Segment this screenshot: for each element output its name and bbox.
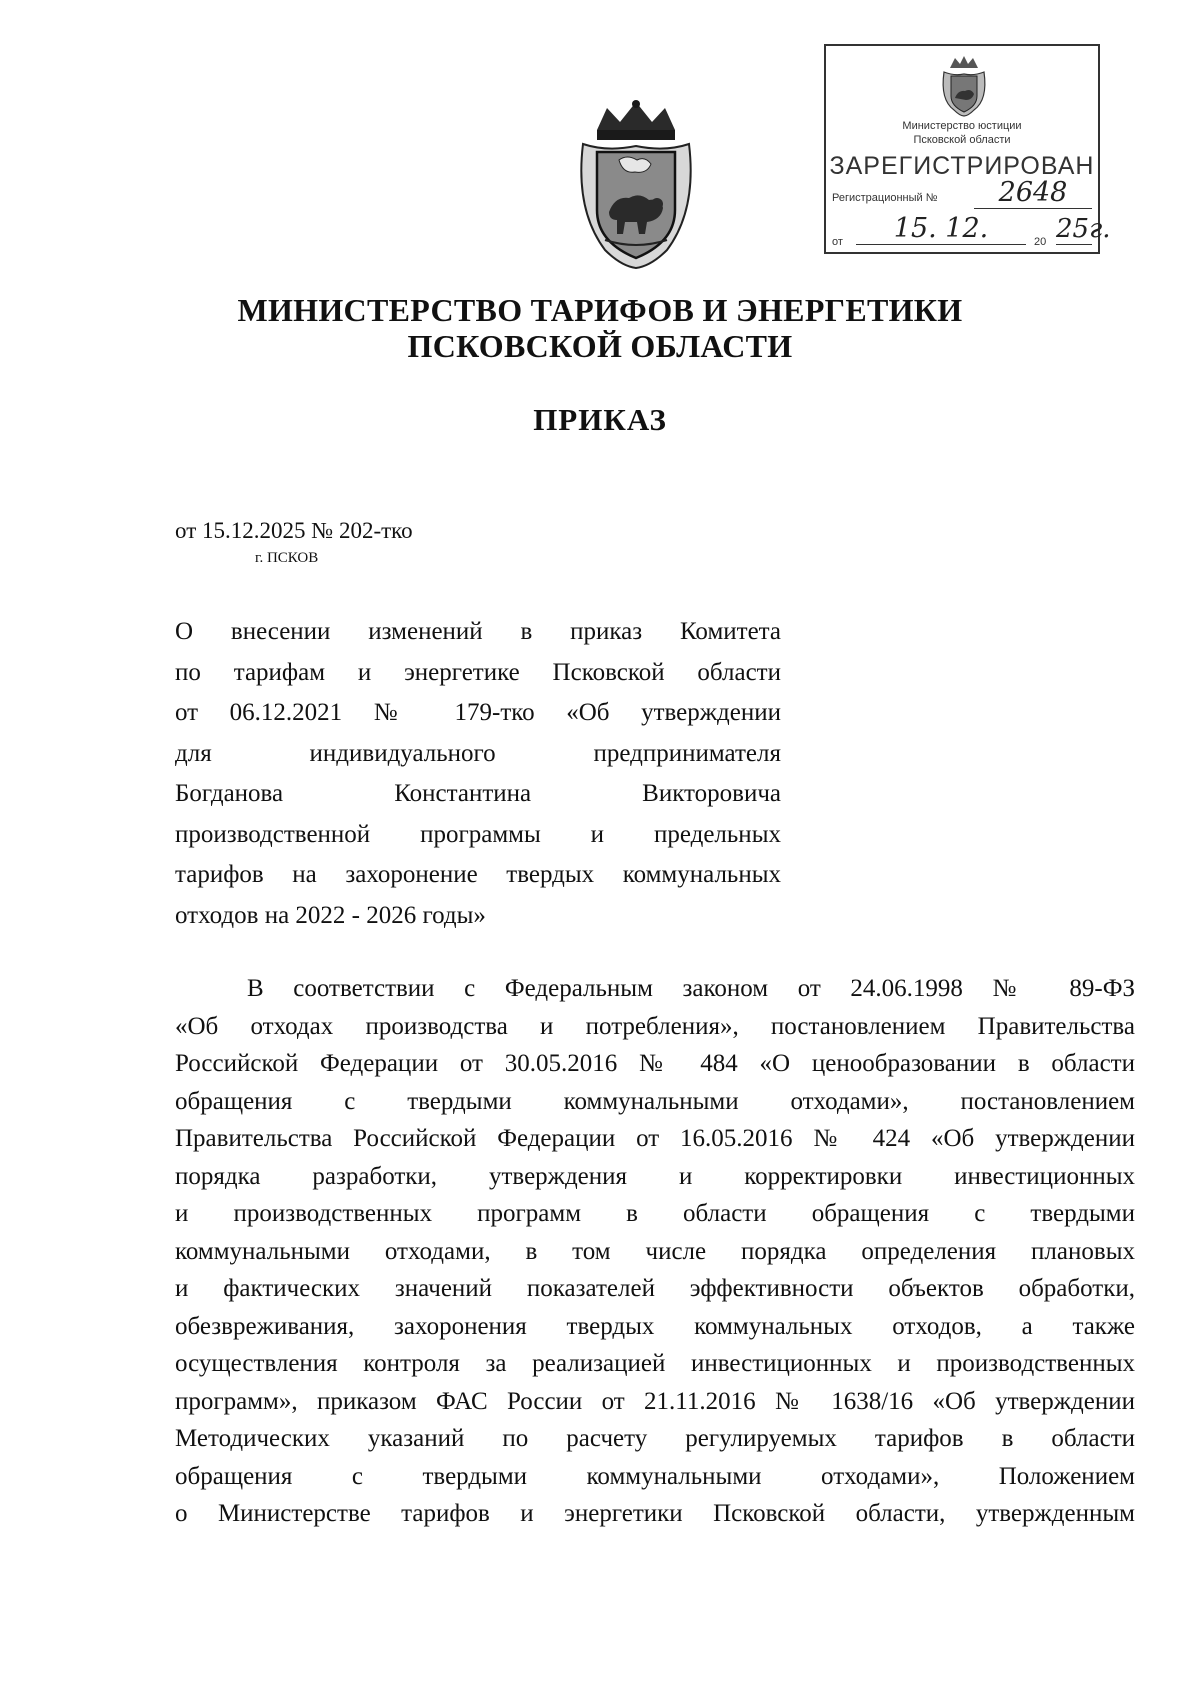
subject-line: отходов на 2022 - 2026 годы»: [175, 901, 486, 929]
body-line: В соответствии с Федеральным законом от 24.06.1998 № 89-ФЗ: [247, 975, 1135, 1002]
stamp-year-prefix: 20: [1034, 236, 1047, 248]
body-line: обезвреживания, захоронения твердых коммунальных отходов, а также: [175, 1312, 1135, 1340]
body-line: Российской Федерации от 30.05.2016 № 484 «О ценообразовании в области: [175, 1050, 1135, 1077]
body-line: коммунальными отходами, в том числе порядка определения плановых: [175, 1237, 1135, 1265]
city-name: г. ПСКОВ: [255, 550, 319, 566]
subject-line: О внесении изменений в приказ Комитета: [175, 618, 781, 645]
coat-of-arms-icon: [575, 100, 697, 270]
stamp-authority-line2: Псковской области: [913, 134, 1011, 146]
body-line: обращения с твердыми коммунальными отходами», Положением: [175, 1462, 1135, 1490]
body-line: и фактических значений показателей эффективности объектов обработки,: [175, 1275, 1135, 1302]
body-line: Методических указаний по расчету регулируемых тарифов в области: [175, 1425, 1135, 1452]
subject-line: тарифов на захоронение твердых коммунальных: [175, 861, 781, 888]
order-number: от 15.12.2025 № 202-тко: [175, 518, 413, 543]
ministry-title-line1: МИНИСТЕРСТВО ТАРИФОВ И ЭНЕРГЕТИКИ: [237, 292, 963, 328]
stamp-title: ЗАРЕГИСТРИРОВАН: [829, 152, 1095, 180]
body-line: «Об отходах производства и потребления», постановлением Правительства: [175, 1012, 1135, 1040]
stamp-reg-label: Регистрационный №: [832, 192, 938, 204]
body-line: Правительства Российской Федерации от 16.05.2016 № 424 «Об утверждении: [175, 1125, 1135, 1152]
registration-stamp: [824, 44, 1111, 254]
subject-line: производственной программы и предельных: [175, 820, 781, 848]
subject-line: по тарифам и энергетике Псковской области: [175, 658, 781, 686]
ministry-title: [200, 292, 1000, 364]
ministry-title-line2: ПСКОВСКОЙ ОБЛАСТИ: [407, 328, 793, 364]
stamp-authority-line1: Министерство юстиции: [902, 120, 1022, 132]
stamp-date: 15. 12.: [856, 214, 1026, 245]
stamp-year: 25г.: [1056, 214, 1111, 244]
order-subject: [175, 612, 781, 936]
document-type: ПРИКАЗ: [533, 402, 667, 437]
body-line: о Министерстве тарифов и энергетики Псковской области, утвержденным: [175, 1500, 1135, 1527]
stamp-coat-of-arms-icon: [938, 56, 990, 118]
body-line: обращения с твердыми коммунальными отходами», постановлением: [175, 1087, 1135, 1115]
subject-line: Богданова Константина Викторовича: [175, 780, 781, 807]
subject-line: от 06.12.2021 № 179-тко «Об утверждении: [175, 699, 781, 726]
stamp-reg-number: 2648: [974, 178, 1092, 209]
body-line: осуществления контроля за реализацией инвестиционных и производственных: [175, 1350, 1135, 1377]
body-line: и производственных программ в области обращения с твердыми: [175, 1200, 1135, 1227]
body-line: порядка разработки, утверждения и корректировки инвестиционных: [175, 1162, 1135, 1190]
order-body-paragraph: [175, 970, 1135, 1533]
subject-line: для индивидуального предпринимателя: [175, 739, 781, 767]
body-line: программ», приказом ФАС России от 21.11.2016 № 1638/16 «Об утверждении: [175, 1387, 1135, 1415]
stamp-date-prefix: от: [832, 236, 843, 248]
